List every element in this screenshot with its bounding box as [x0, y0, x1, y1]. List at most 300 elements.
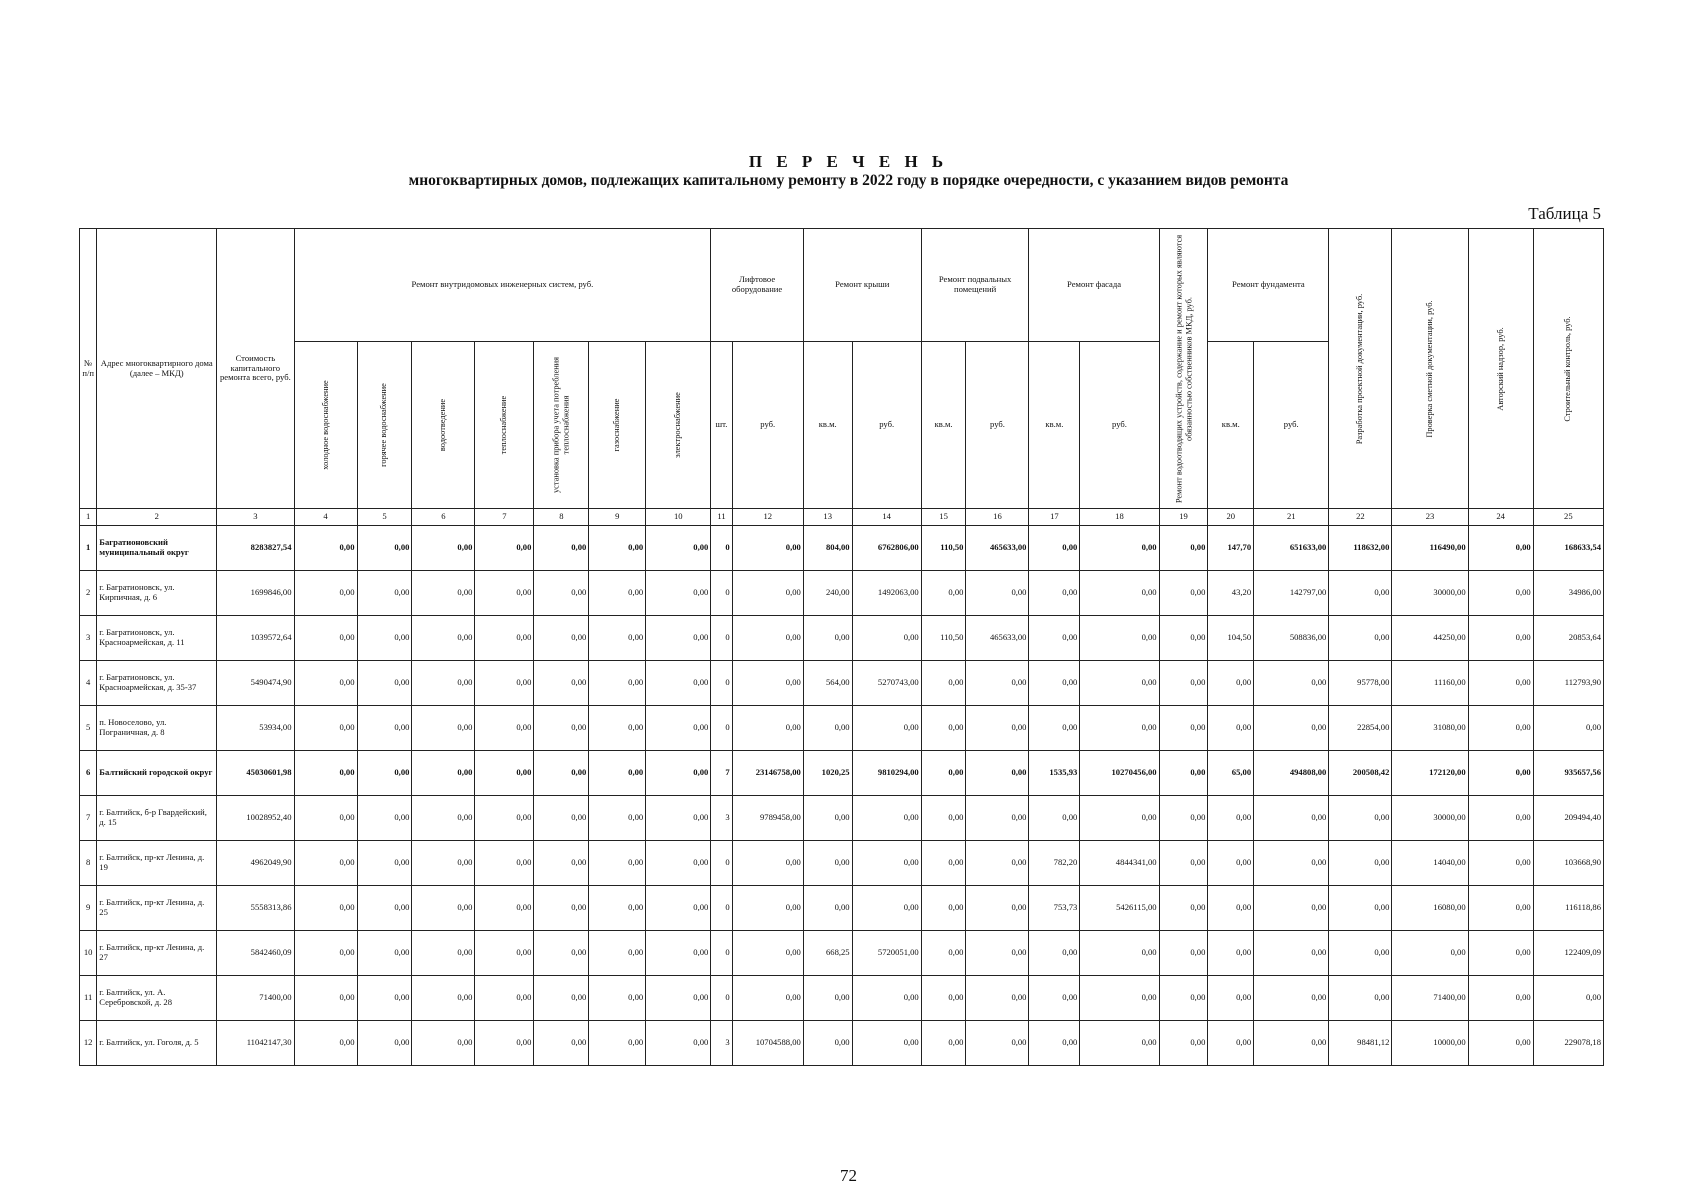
value-cell: 0: [711, 976, 732, 1021]
value-cell: 0,00: [294, 526, 357, 571]
value-cell: 0,00: [966, 661, 1029, 706]
row-number: 8: [80, 841, 97, 886]
value-cell: 0,00: [1254, 706, 1329, 751]
column-number: 1: [80, 509, 97, 526]
column-number: 4: [294, 509, 357, 526]
value-cell: 0,00: [294, 931, 357, 976]
value-cell: 0,00: [921, 661, 966, 706]
value-cell: 0,00: [357, 931, 412, 976]
value-cell: 0,00: [1159, 751, 1208, 796]
value-cell: 0,00: [966, 931, 1029, 976]
value-cell: 240,00: [803, 571, 852, 616]
value-cell: 0,00: [589, 931, 646, 976]
value-cell: 0,00: [294, 886, 357, 931]
value-cell: 116490,00: [1392, 526, 1468, 571]
value-cell: 5270743,00: [852, 661, 921, 706]
row-number: 10: [80, 931, 97, 976]
value-cell: 0,00: [1159, 796, 1208, 841]
column-number: 8: [534, 509, 589, 526]
value-cell: 0,00: [1254, 661, 1329, 706]
value-cell: 0,00: [852, 841, 921, 886]
header-unit-rub: руб.: [1254, 342, 1329, 509]
header-author-supervision-text: Авторский надзор, руб.: [1495, 326, 1505, 411]
address-cell: г. Балтийск, ул. Гоголя, д. 5: [97, 1021, 217, 1066]
header-drainage: [1159, 229, 1208, 509]
value-cell: 0,00: [921, 886, 966, 931]
value-cell: 5490474,90: [217, 661, 294, 706]
value-cell: 43,20: [1208, 571, 1254, 616]
value-cell: 0: [711, 616, 732, 661]
header-unit-pcs: шт.: [711, 342, 732, 509]
value-cell: 0,00: [1029, 796, 1080, 841]
column-number: 21: [1254, 509, 1329, 526]
value-cell: 0,00: [1159, 976, 1208, 1021]
column-number: 13: [803, 509, 852, 526]
value-cell: 0,00: [966, 706, 1029, 751]
repair-table: [79, 228, 1604, 1066]
value-cell: 0,00: [1254, 841, 1329, 886]
value-cell: 0,00: [646, 1021, 711, 1066]
value-cell: 116118,86: [1533, 886, 1603, 931]
header-heating-text: теплоснабжение: [499, 395, 509, 455]
value-cell: 0,00: [534, 976, 589, 1021]
value-cell: 935657,56: [1533, 751, 1603, 796]
value-cell: 0,00: [646, 886, 711, 931]
value-cell: 9789458,00: [732, 796, 803, 841]
value-cell: 0,00: [534, 661, 589, 706]
value-cell: 30000,00: [1392, 796, 1468, 841]
value-cell: 0,00: [534, 931, 589, 976]
value-cell: 0,00: [732, 841, 803, 886]
value-cell: 0,00: [1159, 706, 1208, 751]
value-cell: 0,00: [1254, 1021, 1329, 1066]
value-cell: 0,00: [1329, 841, 1392, 886]
value-cell: 0,00: [294, 571, 357, 616]
value-cell: 16080,00: [1392, 886, 1468, 931]
value-cell: 0,00: [294, 841, 357, 886]
value-cell: 0,00: [852, 976, 921, 1021]
value-cell: 110,50: [921, 526, 966, 571]
value-cell: 0,00: [966, 751, 1029, 796]
value-cell: 0,00: [534, 841, 589, 886]
value-cell: 0,00: [294, 706, 357, 751]
address-cell: п. Новоселово, ул. Пограничная, д. 8: [97, 706, 217, 751]
header-sewerage-text: водоотведение: [438, 398, 448, 452]
value-cell: 0,00: [1329, 571, 1392, 616]
value-cell: 0,00: [732, 526, 803, 571]
column-number: 17: [1029, 509, 1080, 526]
header-unit-sqm: кв.м.: [1029, 342, 1080, 509]
value-cell: 20853,64: [1533, 616, 1603, 661]
table-row: [80, 1021, 1604, 1066]
value-cell: 0,00: [475, 526, 534, 571]
header-project-docs: [1329, 229, 1392, 509]
value-cell: 0,00: [589, 841, 646, 886]
value-cell: 0,00: [1329, 886, 1392, 931]
row-number: 9: [80, 886, 97, 931]
row-number: 7: [80, 796, 97, 841]
value-cell: 0,00: [803, 976, 852, 1021]
value-cell: 0,00: [1254, 796, 1329, 841]
value-cell: 0,00: [1159, 886, 1208, 931]
table-row: [80, 571, 1604, 616]
value-cell: 8283827,54: [217, 526, 294, 571]
value-cell: 0,00: [412, 796, 475, 841]
value-cell: 0,00: [1329, 616, 1392, 661]
value-cell: 118632,00: [1329, 526, 1392, 571]
value-cell: 23146758,00: [732, 751, 803, 796]
column-number: 3: [217, 509, 294, 526]
table-row: [80, 886, 1604, 931]
value-cell: 6762806,00: [852, 526, 921, 571]
header-foundation: Ремонт фундамента: [1208, 229, 1329, 342]
table-row: [80, 616, 1604, 661]
value-cell: 0,00: [966, 976, 1029, 1021]
value-cell: 494808,00: [1254, 751, 1329, 796]
column-number: 15: [921, 509, 966, 526]
value-cell: 0,00: [646, 526, 711, 571]
value-cell: 0,00: [294, 616, 357, 661]
header-row-1: [80, 229, 1604, 342]
value-cell: 98481,12: [1329, 1021, 1392, 1066]
value-cell: 0,00: [1208, 976, 1254, 1021]
value-cell: 0,00: [1208, 796, 1254, 841]
value-cell: 168633,54: [1533, 526, 1603, 571]
value-cell: 0,00: [357, 571, 412, 616]
column-number: 5: [357, 509, 412, 526]
value-cell: 0,00: [412, 661, 475, 706]
value-cell: 0,00: [1254, 886, 1329, 931]
row-number: 11: [80, 976, 97, 1021]
value-cell: 95778,00: [1329, 661, 1392, 706]
value-cell: 0,00: [1029, 571, 1080, 616]
value-cell: 508836,00: [1254, 616, 1329, 661]
value-cell: 804,00: [803, 526, 852, 571]
value-cell: 0,00: [966, 1021, 1029, 1066]
row-number: 5: [80, 706, 97, 751]
value-cell: 34986,00: [1533, 571, 1603, 616]
header-drainage-text: Ремонт водоотводящих устройств, содержание и ремонт которых являются обязанностью собственников МКД, руб.: [1173, 234, 1193, 503]
column-number: 20: [1208, 509, 1254, 526]
value-cell: 0,00: [412, 886, 475, 931]
value-cell: 0,00: [732, 931, 803, 976]
value-cell: 0,00: [475, 706, 534, 751]
value-cell: 0: [711, 886, 732, 931]
header-unit-sqm: кв.м.: [921, 342, 966, 509]
document-subtitle: многоквартирных домов, подлежащих капитальному ремонту в 2022 году в порядке очередности, с указанием видов ремонта: [408, 172, 1289, 189]
table-row: [80, 931, 1604, 976]
value-cell: 0,00: [1468, 706, 1533, 751]
value-cell: 0,00: [412, 1021, 475, 1066]
header-num: № п/п: [80, 229, 97, 509]
value-cell: 5720051,00: [852, 931, 921, 976]
value-cell: 0,00: [589, 616, 646, 661]
value-cell: 0,00: [646, 661, 711, 706]
value-cell: 1699846,00: [217, 571, 294, 616]
value-cell: 0,00: [294, 661, 357, 706]
value-cell: 0,00: [1468, 526, 1533, 571]
value-cell: 0,00: [294, 796, 357, 841]
value-cell: 0,00: [534, 751, 589, 796]
value-cell: 0,00: [1254, 976, 1329, 1021]
value-cell: 0,00: [589, 796, 646, 841]
value-cell: 0,00: [412, 706, 475, 751]
value-cell: 0,00: [803, 706, 852, 751]
value-cell: 0: [711, 661, 732, 706]
value-cell: 465633,00: [966, 526, 1029, 571]
value-cell: 0,00: [1080, 661, 1159, 706]
table-row-subtotal: [80, 526, 1604, 571]
value-cell: 0,00: [1468, 841, 1533, 886]
table-row: [80, 976, 1604, 1021]
value-cell: 45030601,98: [217, 751, 294, 796]
value-cell: 0,00: [1468, 661, 1533, 706]
value-cell: 0,00: [1468, 976, 1533, 1021]
value-cell: 147,70: [1208, 526, 1254, 571]
value-cell: 104,50: [1208, 616, 1254, 661]
value-cell: 1535,93: [1029, 751, 1080, 796]
value-cell: 0,00: [357, 526, 412, 571]
value-cell: 0,00: [1080, 571, 1159, 616]
value-cell: 0,00: [921, 571, 966, 616]
address-cell: г. Балтийск, пр-кт Ленина, д. 25: [97, 886, 217, 931]
value-cell: 1039572,64: [217, 616, 294, 661]
table-body: [80, 526, 1604, 1066]
value-cell: 0,00: [646, 571, 711, 616]
address-cell: г. Багратионовск, ул. Кирпичная, д. 6: [97, 571, 217, 616]
value-cell: 0,00: [1208, 841, 1254, 886]
value-cell: 0,00: [1029, 976, 1080, 1021]
value-cell: 0,00: [803, 616, 852, 661]
column-number: 14: [852, 509, 921, 526]
value-cell: 0,00: [412, 931, 475, 976]
value-cell: 30000,00: [1392, 571, 1468, 616]
header-heating: [475, 342, 534, 509]
value-cell: 0,00: [1468, 1021, 1533, 1066]
column-number-row-cells: [80, 509, 1604, 526]
value-cell: 0,00: [1080, 706, 1159, 751]
value-cell: 0,00: [294, 976, 357, 1021]
row-number: 2: [80, 571, 97, 616]
value-cell: 753,73: [1029, 886, 1080, 931]
value-cell: 0,00: [1029, 706, 1080, 751]
value-cell: 0,00: [852, 796, 921, 841]
value-cell: 0,00: [732, 616, 803, 661]
header-roof: Ремонт крыши: [803, 229, 921, 342]
value-cell: 31080,00: [1392, 706, 1468, 751]
value-cell: 0,00: [732, 706, 803, 751]
value-cell: 0,00: [1159, 661, 1208, 706]
header-estimate-check-text: Проверка сметной документации, руб.: [1425, 299, 1435, 438]
value-cell: 142797,00: [1254, 571, 1329, 616]
value-cell: 10000,00: [1392, 1021, 1468, 1066]
value-cell: 0,00: [1159, 526, 1208, 571]
value-cell: 0,00: [475, 1021, 534, 1066]
value-cell: 0,00: [357, 751, 412, 796]
value-cell: 10270456,00: [1080, 751, 1159, 796]
value-cell: 0,00: [1029, 661, 1080, 706]
value-cell: 0,00: [534, 526, 589, 571]
value-cell: 0,00: [294, 751, 357, 796]
value-cell: 0,00: [1029, 1021, 1080, 1066]
value-cell: 0,00: [1468, 571, 1533, 616]
value-cell: 0,00: [475, 841, 534, 886]
column-number-row: [80, 509, 1604, 526]
value-cell: 0,00: [589, 751, 646, 796]
value-cell: 65,00: [1208, 751, 1254, 796]
value-cell: 209494,40: [1533, 796, 1603, 841]
row-number: 3: [80, 616, 97, 661]
value-cell: 22854,00: [1329, 706, 1392, 751]
value-cell: 564,00: [803, 661, 852, 706]
address-cell: Балтийский городской округ: [97, 751, 217, 796]
table-row: [80, 796, 1604, 841]
row-number: 12: [80, 1021, 97, 1066]
value-cell: 0,00: [1159, 931, 1208, 976]
header-unit-sqm: кв.м.: [1208, 342, 1254, 509]
header-heat-meter-text: установка прибора учета потребления теплоснабжения: [551, 356, 571, 494]
column-number: 2: [97, 509, 217, 526]
header-construction-control: [1533, 229, 1603, 509]
value-cell: 1020,25: [803, 751, 852, 796]
value-cell: 10028952,40: [217, 796, 294, 841]
value-cell: 0,00: [1533, 706, 1603, 751]
column-number: 7: [475, 509, 534, 526]
value-cell: 229078,18: [1533, 1021, 1603, 1066]
value-cell: 0,00: [1159, 1021, 1208, 1066]
value-cell: 122409,09: [1533, 931, 1603, 976]
value-cell: 110,50: [921, 616, 966, 661]
table-label: Таблица 5: [1528, 204, 1601, 223]
value-cell: 0,00: [1080, 526, 1159, 571]
value-cell: 0,00: [589, 526, 646, 571]
header-unit-rub: руб.: [732, 342, 803, 509]
value-cell: 0,00: [966, 796, 1029, 841]
header-project-docs-text: Разработка проектной документации, руб.: [1355, 293, 1365, 444]
value-cell: 71400,00: [217, 976, 294, 1021]
value-cell: 0,00: [921, 1021, 966, 1066]
value-cell: 0,00: [921, 706, 966, 751]
value-cell: 4844341,00: [1080, 841, 1159, 886]
value-cell: 0,00: [357, 661, 412, 706]
value-cell: 0,00: [475, 751, 534, 796]
value-cell: 0,00: [852, 886, 921, 931]
table-row: [80, 841, 1604, 886]
value-cell: 172120,00: [1392, 751, 1468, 796]
value-cell: 0,00: [1468, 931, 1533, 976]
value-cell: 0,00: [1208, 661, 1254, 706]
header-hot-water-text: горячее водоснабжение: [379, 383, 389, 467]
column-number: 23: [1392, 509, 1468, 526]
value-cell: 0,00: [1533, 976, 1603, 1021]
value-cell: 0,00: [803, 886, 852, 931]
value-cell: 0,00: [1208, 1021, 1254, 1066]
value-cell: 0,00: [1159, 841, 1208, 886]
header-unit-rub: руб.: [966, 342, 1029, 509]
value-cell: 0,00: [966, 841, 1029, 886]
column-number: 22: [1329, 509, 1392, 526]
value-cell: 0,00: [1080, 796, 1159, 841]
header-facade: Ремонт фасада: [1029, 229, 1159, 342]
value-cell: 0,00: [475, 976, 534, 1021]
value-cell: 0,00: [1080, 976, 1159, 1021]
value-cell: 0,00: [646, 796, 711, 841]
address-cell: г. Балтийск, пр-кт Ленина, д. 27: [97, 931, 217, 976]
header-basement: Ремонт подвальных помещений: [921, 229, 1029, 342]
value-cell: 71400,00: [1392, 976, 1468, 1021]
value-cell: 0,00: [1468, 886, 1533, 931]
value-cell: 0,00: [357, 1021, 412, 1066]
value-cell: 0,00: [412, 526, 475, 571]
value-cell: 5558313,86: [217, 886, 294, 931]
column-number: 16: [966, 509, 1029, 526]
value-cell: 0,00: [1029, 526, 1080, 571]
value-cell: 0,00: [803, 1021, 852, 1066]
value-cell: 9810294,00: [852, 751, 921, 796]
value-cell: 0,00: [732, 976, 803, 1021]
header-heat-meter: [534, 342, 589, 509]
value-cell: 0,00: [412, 616, 475, 661]
value-cell: 0,00: [475, 796, 534, 841]
value-cell: 0,00: [589, 571, 646, 616]
value-cell: 0,00: [646, 706, 711, 751]
header-cold-water: [294, 342, 357, 509]
address-cell: г. Балтийск, пр-кт Ленина, д. 19: [97, 841, 217, 886]
header-electric-text: электроснабжение: [673, 392, 683, 458]
address-cell: Багратионовский муниципальный округ: [97, 526, 217, 571]
value-cell: 0,00: [1159, 616, 1208, 661]
value-cell: 651633,00: [1254, 526, 1329, 571]
value-cell: 0,00: [534, 616, 589, 661]
value-cell: 0: [711, 571, 732, 616]
header-hot-water: [357, 342, 412, 509]
value-cell: 0,00: [1468, 616, 1533, 661]
column-number: 12: [732, 509, 803, 526]
value-cell: 0,00: [534, 796, 589, 841]
value-cell: 0,00: [646, 976, 711, 1021]
header-gas: [589, 342, 646, 509]
value-cell: 0,00: [1392, 931, 1468, 976]
value-cell: 3: [711, 1021, 732, 1066]
value-cell: 0,00: [966, 886, 1029, 931]
value-cell: 0,00: [589, 661, 646, 706]
value-cell: 0,00: [412, 841, 475, 886]
column-number: 19: [1159, 509, 1208, 526]
address-cell: г. Багратионовск, ул. Красноармейская, д. 11: [97, 616, 217, 661]
value-cell: 11042147,30: [217, 1021, 294, 1066]
header-electric: [646, 342, 711, 509]
value-cell: 0,00: [646, 616, 711, 661]
value-cell: 0,00: [589, 976, 646, 1021]
value-cell: 53934,00: [217, 706, 294, 751]
value-cell: 200508,42: [1329, 751, 1392, 796]
value-cell: 0,00: [966, 571, 1029, 616]
value-cell: 0,00: [412, 751, 475, 796]
value-cell: 0,00: [1254, 931, 1329, 976]
value-cell: 0,00: [475, 931, 534, 976]
header-unit-rub: руб.: [852, 342, 921, 509]
value-cell: 0,00: [1468, 796, 1533, 841]
value-cell: 0,00: [412, 571, 475, 616]
header-total-cost: Стоимость капитального ремонта всего, руб.: [217, 229, 294, 509]
value-cell: 782,20: [1029, 841, 1080, 886]
value-cell: 0,00: [646, 841, 711, 886]
value-cell: 0,00: [921, 796, 966, 841]
value-cell: 0,00: [921, 841, 966, 886]
header-address: Адрес многоквартирного дома (далее – МКД): [97, 229, 217, 509]
header-gas-text: газоснабжение: [612, 398, 622, 452]
value-cell: 0,00: [1029, 931, 1080, 976]
